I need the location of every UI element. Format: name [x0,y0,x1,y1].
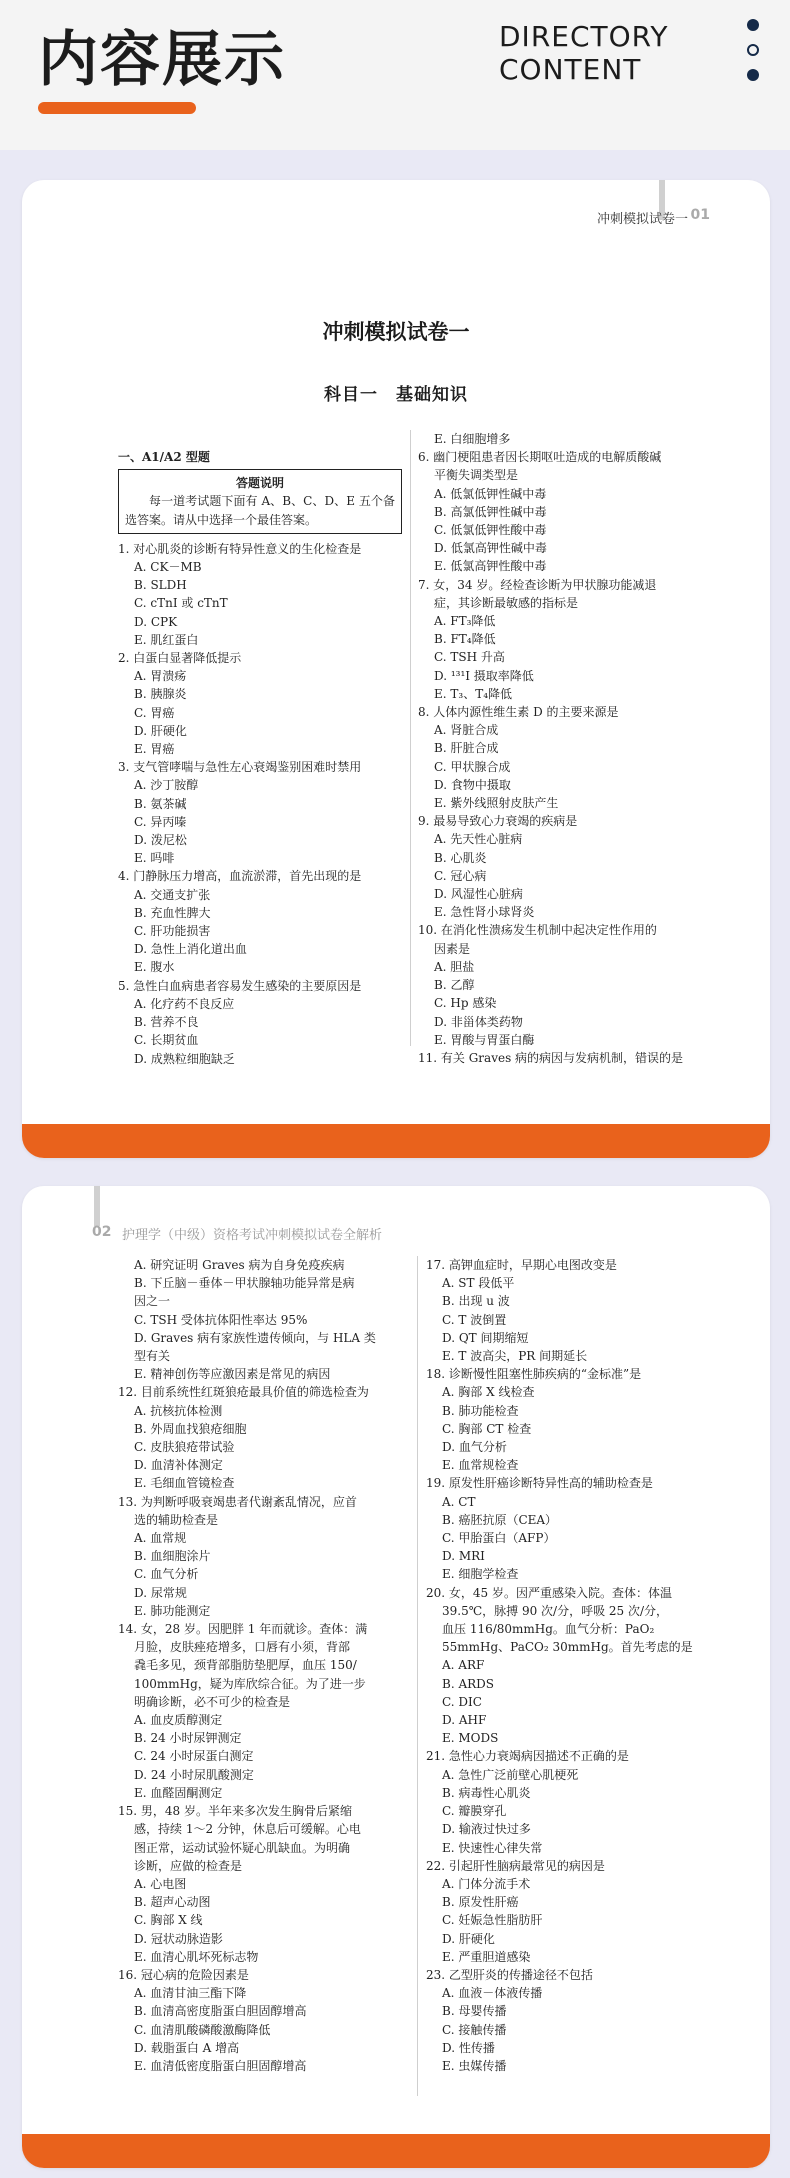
option: B. 胰腺炎 [134,687,187,702]
option: A. 低氯低钾性碱中毒 [434,486,547,501]
question [118,1383,410,1492]
option: D. 低氯高钾性碱中毒 [434,541,547,556]
question-stem: 1. 对心肌炎的诊断有特异性意义的生化检查是 [118,541,362,556]
option: B. 氨茶碱 [134,796,187,811]
header-title-en-line2: CONTENT [499,53,642,86]
card-bottom-bar [22,2134,770,2168]
option: D. 泼尼松 [134,833,187,848]
option: D. AHF [442,1713,487,1728]
question-stem-continued: 诊断，应做的检查是 [134,1858,243,1873]
header-title-en [499,20,668,86]
option: E. 急性肾小球肾炎 [434,905,535,920]
question-stem: 21. 急性心力衰竭病因描述不正确的是 [426,1749,629,1764]
option: E. MODS [442,1731,499,1746]
question [426,1857,722,1966]
exam-title: 冲刺模拟试卷一 [322,319,470,344]
option: D. MRI [442,1549,485,1564]
option: B. 高氯低钾性碱中毒 [434,504,547,519]
question-stem-continued: 症，其诊断最敏感的指标是 [434,595,579,610]
header-title-en-line1: DIRECTORY [499,20,669,53]
question-stem: 17. 高钾血症时，早期心电图改变是 [426,1258,617,1272]
option: B. ARDS [442,1676,494,1691]
question-stem-continued: 选的辅助检查是 [134,1512,219,1527]
option: E. 血醛固酮测定 [134,1785,223,1800]
option: D. 性传播 [442,2040,495,2055]
question-stem: 6. 幽门梗阻患者因长期呕吐造成的电解质酸碱 [418,450,662,465]
question-stem-continued: 39.5℃，脉搏 90 次/分，呼吸 25 次/分， [442,1603,669,1618]
option: E. 紫外线照射皮肤产生 [434,796,559,811]
option: C. 异丙嗪 [134,814,187,829]
option: A. 门体分流手术 [442,1876,531,1891]
question [418,1049,722,1067]
question-list [426,1256,722,2075]
question-stem: 11. 有关 Graves 病的病因与发病机制，错误的是 [418,1050,684,1065]
option: D. 非甾体类药物 [434,1014,523,1029]
option: C. Hp 感染 [434,996,497,1011]
question [426,1474,722,1583]
option: C. 妊娠急性脂肪肝 [442,1913,543,1928]
running-head-rule [94,1186,100,1226]
option: D. 血气分析 [442,1440,507,1455]
card-bottom-bar [22,1124,770,1158]
option: D. CPK [134,614,178,629]
option: D. 冠状动脉造影 [134,1931,223,1946]
option: C. 冠心病 [434,868,487,883]
option: B. 出现 u 波 [442,1294,510,1309]
question [426,1256,722,1365]
question-stem: 9. 最易导致心力衰竭的疾病是 [418,814,578,829]
question-stem-continued: 毳毛多见，颈背部脂肪垫肥厚，血压 150/ [134,1658,357,1673]
option: D. 急性上消化道出血 [134,942,247,957]
option: E. 血清低密度脂蛋白胆固醇增高 [134,2058,307,2073]
carousel-dots [747,19,761,94]
option: A. 沙丁胺醇 [134,778,199,793]
question [118,1966,410,2075]
option: C. 胸部 CT 检查 [442,1421,532,1436]
option: E. 肌红蛋白 [134,632,199,647]
question [118,1620,410,1802]
running-head: 冲刺模拟试卷一 [596,212,688,227]
question-stem-continued: 100mmHg，疑为库欣综合征。为了进一步 [134,1676,366,1691]
option: E. 虫媒传播 [442,2058,507,2073]
option: C. 血气分析 [134,1567,199,1582]
option: A. CT [442,1494,476,1509]
option: C. 24 小时尿蛋白测定 [134,1749,254,1764]
option: E. 白细胞增多 [434,432,511,446]
option: B. 24 小时尿钾测定 [134,1731,242,1746]
dot-hollow-icon[interactable] [747,44,759,56]
option: E. 快速性心律失常 [442,1840,543,1855]
option: A. 血液－体液传播 [442,1986,543,2001]
option: B. 病毒性心肌炎 [442,1785,531,1800]
option: C. T 波倒置 [442,1312,507,1327]
option: A. 血清甘油三酯下降 [134,1986,247,2001]
option: A. 胆盐 [434,959,475,974]
question [418,703,722,812]
option: B. 原发性肝癌 [442,1895,519,1910]
question-stem-continued: 图正常，运动试验怀疑心肌缺血。为明确 [134,1840,351,1855]
question [426,1584,722,1748]
section-heading: 一、A1/A2 型题 [118,450,210,464]
question-stem: 4. 门静脉压力增高，血流淤滞，首先出现的是 [118,869,362,884]
option: B. SLDH [134,578,187,593]
question [118,867,406,976]
question-stem: 5. 急性白血病患者容易发生感染的主要原因是 [118,978,362,993]
option: B. 超声心动图 [134,1895,211,1910]
option: C. 胃癌 [134,705,175,720]
right-column [426,1256,722,2075]
question [418,921,722,1048]
option: D. 成熟粒细胞缺乏 [134,1051,235,1066]
question [418,448,722,575]
question-stem: 3. 支气管哮喘与急性左心衰竭鉴别困难时禁用 [118,760,362,775]
option: C. 甲状腺合成 [434,759,511,774]
page-preview-2 [22,1186,770,2168]
option: A. 研究证明 Graves 病为自身免疫疾病 [134,1258,345,1272]
option: B. 充血性脾大 [134,905,211,920]
question-list [418,448,722,1067]
option: A. 血皮质醇测定 [134,1713,223,1728]
option: B. 癌胚抗原（CEA） [442,1512,558,1527]
option: E. 吗啡 [134,851,175,866]
option: D. 输液过快过多 [442,1822,531,1837]
question-stem: 8. 人体内源性维生素 D 的主要来源是 [418,705,619,720]
option: E. 细胞学检查 [442,1567,519,1582]
question-stem: 13. 为判断呼吸衰竭患者代谢紊乱情况，应首 [118,1494,357,1509]
instructions-title: 答题说明 [235,476,284,491]
question-stem: 10. 在消化性溃疡发生机制中起决定性作用的 [418,923,657,938]
option: D. 血清补体测定 [134,1458,223,1473]
header-title-cn: 内容展示 [38,25,286,95]
question-stem: 19. 原发性肝癌诊断特异性高的辅助检查是 [426,1476,653,1491]
option: B. 下丘脑－垂体－甲状腺轴功能异常是病 [134,1276,355,1291]
page-preview-1 [22,180,770,1158]
option: C. cTnI 或 cTnT [134,596,228,611]
option: C. TSH 升高 [434,650,505,665]
left-column [118,1256,410,2075]
question [426,1365,722,1474]
option: C. 血清肌酸磷酸激酶降低 [134,2022,271,2037]
option: E. 肺功能测定 [134,1603,211,1618]
question-stem: 2. 白蛋白显著降低提示 [118,651,242,666]
option: A. ST 段低平 [442,1276,515,1291]
option: A. ARF [442,1658,485,1673]
answer-instructions-box [118,469,402,534]
option: E. T 波高尖，PR 间期延长 [442,1349,588,1364]
header-accent-bar [38,102,196,114]
question-stem: 14. 女，28 岁。因肥胖 1 年而就诊。查体：满 [118,1622,368,1637]
dot-filled-icon[interactable] [747,19,759,31]
option: D. 载脂蛋白 A 增高 [134,2040,240,2055]
question-stem: 12. 目前系统性红斑狼疮最具价值的筛选检查为 [118,1385,369,1400]
option: C. 胸部 X 线 [134,1913,203,1928]
question-stem-continued: 血压 116/80mmHg。血气分析：PaO₂ [442,1622,655,1637]
question-stem-continued: 感，持续 1～2 分钟，休息后可缓解。心电 [134,1822,361,1837]
option: C. 肝功能损害 [134,924,211,939]
option: B. 肺功能检查 [442,1403,519,1418]
page-number: 02 [92,1224,112,1240]
question-stem: 16. 冠心病的危险因素是 [118,1967,249,1982]
option: B. FT₄降低 [434,632,496,647]
option: A. 抗核抗体检测 [134,1403,223,1418]
option: B. 血清高密度脂蛋白胆固醇增高 [134,2004,307,2019]
option: E. 毛细血管镜检查 [134,1476,235,1491]
option: A. 胸部 X 线检查 [442,1385,535,1400]
question [426,1747,722,1856]
option: D. 尿常规 [134,1585,187,1600]
question-stem-continued: 月脸，皮肤痤疮增多，口唇有小须，背部 [134,1640,351,1655]
right-column [418,430,722,1067]
option-continued: 型有关 [134,1349,171,1364]
question-stem: 22. 引起肝性脑病最常见的病因是 [426,1858,605,1873]
option: A. 心电图 [134,1876,187,1891]
option-continued: 因之一 [134,1294,171,1309]
option: A. 胃溃疡 [134,669,187,684]
option: C. 长期贫血 [134,1033,199,1048]
column-divider [410,430,411,1046]
question [118,649,406,758]
option: D. 肝硬化 [442,1931,495,1946]
question [418,576,722,703]
option: B. 营养不良 [134,1015,199,1030]
option: E. 胃酸与胃蛋白酶 [434,1032,535,1047]
option: E. 胃癌 [134,742,175,757]
question-stem: 15. 男，48 岁。半年来多次发生胸骨后紧缩 [118,1804,352,1819]
question [118,977,406,1068]
continued-options [118,1256,410,1383]
option: A. CK－MB [134,560,202,575]
option: C. 接触传播 [442,2022,507,2037]
question [118,758,406,867]
question-stem: 7. 女，34 岁。经检查诊断为甲状腺功能减退 [418,577,657,592]
option: D. 风湿性心脏病 [434,887,523,902]
option: A. 血常规 [134,1531,187,1546]
question-stem-continued: 因素是 [434,941,471,956]
option: A. 交通支扩张 [134,887,211,902]
question [418,812,722,921]
option: E. 严重胆道感染 [442,1949,531,1964]
option: C. DIC [442,1694,482,1709]
option: B. 肝脏合成 [434,741,499,756]
question-stem: 23. 乙型肝炎的传播途径不包括 [426,1967,593,1982]
question-list [118,1383,410,2075]
instructions-text: 每一道考试题下面有 A、B、C、D、E 五个备选答案。请从中选择一个最佳答案。 [125,494,395,527]
option: B. 心肌炎 [434,850,487,865]
option: D. 肝硬化 [134,723,187,738]
option: E. 腹水 [134,960,175,975]
option: B. 外周血找狼疮细胞 [134,1421,247,1436]
header-banner [0,0,790,150]
option: E. 精神创伤等应激因素是常见的病因 [134,1367,331,1382]
option: D. ¹³¹I 摄取率降低 [434,668,534,683]
option: C. TSH 受体抗体阳性率达 95% [134,1312,308,1327]
column-divider [417,1256,418,2096]
option: C. 甲胎蛋白（AFP） [442,1531,556,1546]
option: C. 瓣膜穿孔 [442,1804,507,1819]
option: C. 皮肤狼疮带试验 [134,1440,235,1455]
option: A. 化疗药不良反应 [134,996,235,1011]
option: D. Graves 病有家族性遗传倾向，与 HLA 类 [134,1330,376,1345]
question-stem-continued: 55mmHg、PaCO₂ 30mmHg。首先考虑的是 [442,1640,693,1655]
subject-title: 科目一 基础知识 [324,385,468,405]
dot-filled-icon[interactable] [747,69,759,81]
question-list [118,540,406,1068]
page-number: 01 [690,207,710,223]
option: C. 低氯低钾性酸中毒 [434,523,547,538]
running-head: 护理学（中级）资格考试冲刺模拟试卷全解析 [122,1228,383,1243]
option: A. 急性广泛前壁心肌梗死 [442,1767,579,1782]
option: A. FT₃降低 [434,614,496,629]
question-stem: 18. 诊断慢性阻塞性肺疾病的“金标准”是 [426,1367,642,1382]
option: D. 24 小时尿肌酸测定 [134,1767,254,1782]
option: B. 血细胞涂片 [134,1549,211,1564]
option: E. T₃、T₄降低 [434,686,513,701]
question-stem: 20. 女，45 岁。因严重感染入院。查体：体温 [426,1585,672,1600]
question [118,1493,410,1620]
option: E. 血清心肌坏死标志物 [134,1949,259,1964]
option: E. 血常规检查 [442,1458,519,1473]
option: A. 先天性心脏病 [434,832,523,847]
question [118,540,406,649]
option: D. 食物中摄取 [434,777,511,792]
option: D. QT 间期缩短 [442,1330,529,1345]
question [426,1966,722,2075]
option: B. 母婴传播 [442,2004,507,2019]
question-stem-continued: 明确诊断，必不可少的检查是 [134,1694,291,1709]
question [118,1802,410,1966]
option: E. 低氯高钾性酸中毒 [434,559,547,574]
question-stem-continued: 平衡失调类型是 [434,468,519,483]
option: A. 肾脏合成 [434,723,499,738]
left-column [118,448,406,1068]
option: B. 乙醇 [434,978,475,993]
